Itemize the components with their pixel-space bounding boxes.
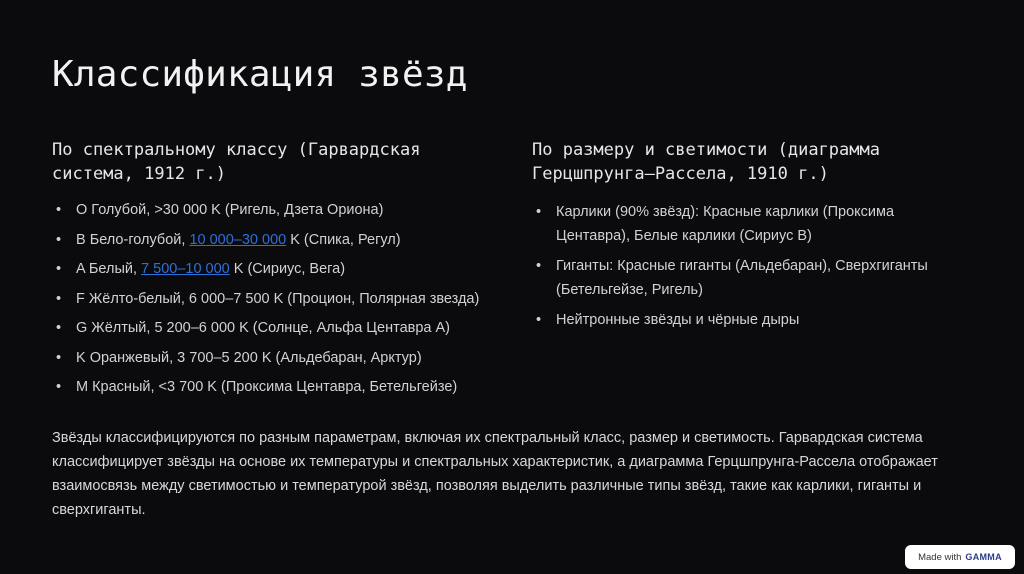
temperature-range-link-b[interactable]: 10 000–30 000 — [189, 231, 287, 248]
list-item-class-g: • G Жёлтый, 5 200–6 000 K (Солнце, Альфа Центавра A) — [52, 318, 507, 338]
list-item-dwarfs: • Карлики (90% звёзд): Красные карлики (Проксима Центавра), Белые карлики (Сириус B) — [532, 200, 972, 248]
size-luminosity-column — [532, 138, 972, 338]
list-item-class-o: • O Голубой, >30 000 K (Ригель, Дзета Ориона) — [52, 200, 507, 220]
spectral-class-column — [52, 138, 507, 407]
list-item-giants: • Гиганты: Красные гиганты (Альдебаран), Сверхгиганты (Бетельгейзе, Ригель) — [532, 254, 972, 302]
made-with-gamma-badge[interactable] — [905, 545, 1015, 569]
temperature-range-link-a[interactable]: 7 500–10 000 — [141, 261, 230, 277]
gamma-logo: GAMMA — [965, 552, 1002, 562]
badge-prefix: Made with — [918, 551, 962, 563]
list-item-class-b: • B Бело-голубой, 10 000–30 000 K (Спика, Регул) — [52, 230, 507, 250]
size-luminosity-list — [532, 200, 972, 332]
list-item-class-m: • M Красный, <3 700 K (Проксима Центавра, Бетельгейзе) — [52, 377, 507, 397]
size-luminosity-heading: По размеру и светимости (диаграмма Герцшпрунга–Рассела, 1910 г.) — [532, 140, 880, 184]
list-item-neutron-stars: • Нейтронные звёзды и чёрные дыры — [532, 308, 972, 332]
list-item-class-a: • A Белый, 7 500–10 000 K (Сириус, Вега) — [52, 259, 507, 279]
summary-paragraph: Звёзды классифицируются по разным параметрам, включая их спектральный класс, размер и светимость. Гарвардская система классифицирует звёзды на основе их температуры и спектральных характеристик, а диаграмма Герцшпрунга-Рассела отображает взаимосвязь между светимостью и температурой звёзд, позволяя выделить различные типы звёзд, такие как карлики, гиганты и сверхгиганты. — [52, 430, 938, 518]
spectral-class-heading: По спектральному классу (Гарвардская система, 1912 г.) — [52, 140, 421, 184]
list-item-class-k: • K Оранжевый, 3 700–5 200 K (Альдебаран, Арктур) — [52, 348, 507, 368]
list-item-class-f: • F Жёлто-белый, 6 000–7 500 K (Процион, Полярная звезда) — [52, 289, 507, 309]
spectral-class-list — [52, 200, 507, 397]
slide-title: Классификация звёзд — [52, 54, 468, 95]
